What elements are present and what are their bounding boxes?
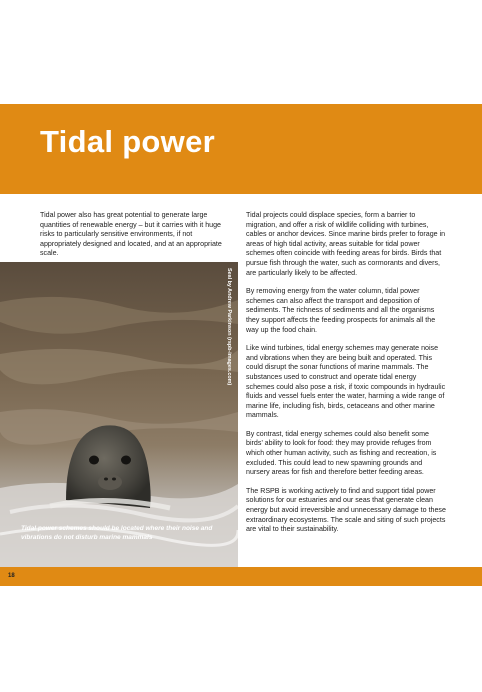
seal-illustration xyxy=(0,262,238,568)
seal-photo xyxy=(0,262,238,568)
footer-bar xyxy=(0,567,482,586)
photo-credit: Seal by Andrew Parkinson (rspb-images.com) xyxy=(226,268,232,386)
body-paragraph: Tidal projects could displace species, form a barrier to migration, and offer a risk of wildlife colliding with turbines, cables or anchor devices. Since marine birds prefer to forage in areas of high tidal activity, areas suitable for tidal power schemes often coincide with feeding areas for birds. Birds that pursue fish through the water, such as cormorants and divers, are particularly likely to be affected. xyxy=(246,211,446,277)
page-title: Tidal power xyxy=(40,124,215,159)
body-paragraph: By removing energy from the water column, tidal power schemes can also affect the transport and deposition of sediments. The richness of sediments and all the organisms they support affects the feeding prospects for animals all the way up the food chain. xyxy=(246,287,436,334)
intro-paragraph: Tidal power also has great potential to generate large quantities of renewable energy – but it carries with it huge risks to particularly sensitive environments, if not appropriately designed and located, and at an appropriate scale. xyxy=(40,211,222,258)
body-paragraph: Like wind turbines, tidal energy schemes may generate noise and vibrations when they are being built and operated. This could disrupt the sonar functions of marine mammals. The substances used to construct and operate tidal energy schemes could also pose a risk, if toxic compounds in hydraulic fluids and vessel fuels enter the water, harming a wide range of marine life, including fish, birds, cetaceans and other marine mammals. xyxy=(246,344,446,420)
body-paragraph: By contrast, tidal energy schemes could also benefit some birds’ ability to look for food: they may provide refuges from which other human activity, such as fishing and recreation, is excluded. This could lead to new spawning grounds and nursery areas for fish and therefore better feeding areas. xyxy=(246,429,437,477)
photo-caption: Tidal power schemes should be located where their noise and vibrations do not disturb marine mammals xyxy=(21,525,213,541)
body-paragraph: The RSPB is working actively to find and support tidal power solutions for our estuaries and our seas that generate clean energy but avoid irreversible and unnecessary damage to these extraordinary ecosystems. The scale and siting of such projects are vital to their sustainability. xyxy=(246,486,446,534)
page-number: 18 xyxy=(8,573,15,579)
body-column xyxy=(246,211,446,544)
